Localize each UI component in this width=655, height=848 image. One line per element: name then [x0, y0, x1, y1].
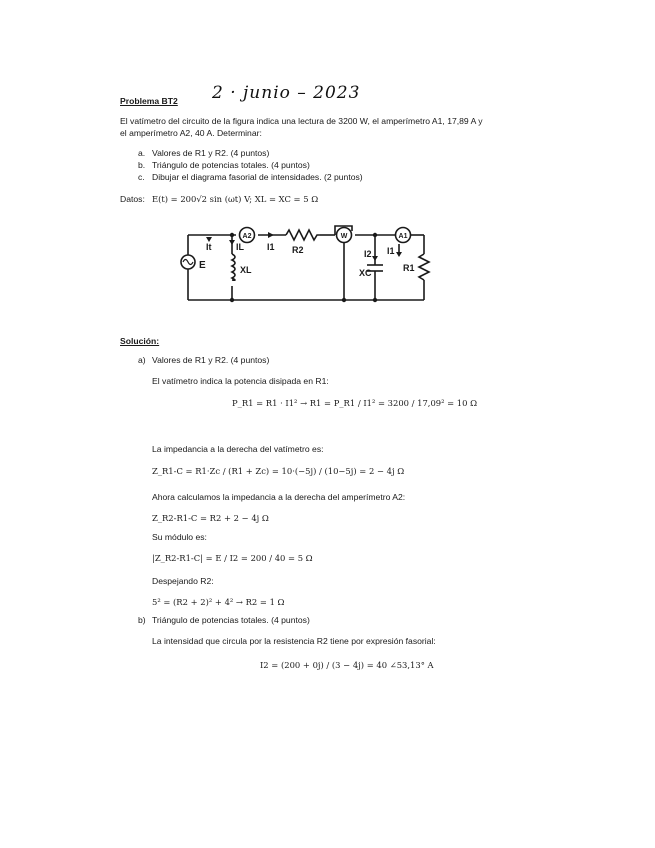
label-xc: XC	[359, 268, 372, 278]
resistor-r1	[419, 254, 429, 280]
arrow-i1	[268, 232, 274, 238]
part-a-text-4: Su módulo es:	[152, 532, 207, 542]
part-a-text-3: Ahora calculamos la impedancia a la derecha del amperímetro A2:	[152, 492, 406, 502]
label-r1: R1	[403, 263, 415, 273]
statement-line-2: el amperímetro A2, 40 A. Determinar:	[120, 128, 262, 138]
node-dot	[230, 233, 234, 237]
part-a-letter: a)	[138, 355, 146, 365]
item-b-text: Triángulo de potencias totales. (4 puntos)	[152, 160, 310, 170]
arrow-ir	[396, 252, 402, 257]
label-ir: I1	[387, 246, 395, 256]
item-c-text: Dibujar el diagrama fasorial de intensidades. (2 puntos)	[152, 172, 363, 182]
ammeter-a2-label: A2	[242, 233, 252, 240]
node-dot	[230, 298, 234, 302]
label-e: E	[199, 260, 206, 271]
inductor-xl	[232, 254, 235, 280]
ammeter-a1-label: A1	[398, 233, 408, 240]
equation-i2-phasor: I2 = (200 + 0j) / (3 − 4j) = 40 ∠53,13° A	[260, 660, 434, 670]
arrow-il	[229, 240, 235, 245]
statement-line-1: El vatímetro del circuito de la figura indica una lectura de 3200 W, el amperímetro A1, 17,89 A y	[120, 116, 483, 126]
arrow-i2	[372, 256, 378, 261]
datos-label: Datos:	[120, 194, 145, 204]
item-c-letter: c.	[138, 172, 145, 182]
node-dot	[342, 298, 346, 302]
node-dot	[373, 298, 377, 302]
item-b-letter: b.	[138, 160, 146, 170]
label-r2: R2	[292, 245, 304, 255]
equation-z-r2-r1-c: Z_R2-R1-C = R2 + 2 − 4j Ω	[152, 513, 269, 523]
part-a-text-2: La impedancia a la derecha del vatímetro es:	[152, 444, 324, 454]
part-a-text-1: El vatímetro indica la potencia disipada en R1:	[152, 376, 329, 386]
item-a-text: Valores de R1 y R2. (4 puntos)	[152, 148, 270, 158]
part-b-letter: b)	[138, 615, 146, 625]
equation-r2: 5² = (R2 + 2)² + 4² → R2 = 1 Ω	[152, 597, 285, 607]
wattmeter-w-label: W	[340, 233, 348, 240]
problem-title: Problema BT2	[120, 96, 178, 106]
solution-title: Solución:	[120, 336, 160, 346]
label-xl: XL	[240, 265, 252, 275]
handwritten-date: 2 · junio – 2023	[212, 83, 361, 103]
label-it: It	[206, 242, 212, 252]
node-dot	[373, 233, 377, 237]
equation-modulus: |Z_R2-R1-C| = E / I2 = 200 / 40 = 5 Ω	[152, 553, 313, 563]
circuit-diagram	[170, 218, 440, 310]
part-b-text-1: La intensidad que circula por la resistencia R2 tiene por expresión fasorial:	[152, 636, 436, 646]
part-a-heading: Valores de R1 y R2. (4 puntos)	[152, 355, 270, 365]
label-i1: I1	[267, 242, 275, 252]
resistor-r2	[286, 230, 320, 240]
equation-r1: P_R1 = R1 · I1² → R1 = P_R1 / I1² = 3200 / 17,09² = 10 Ω	[232, 398, 478, 408]
part-b-heading: Triángulo de potencias totales. (4 puntos)	[152, 615, 310, 625]
datos-value: E(t) = 200√2 sin (ωt) V; XL = XC = 5 Ω	[152, 194, 319, 204]
label-i2: I2	[364, 249, 372, 259]
part-a-text-5: Despejando R2:	[152, 576, 214, 586]
equation-z-r1-c: Z_R1-C = R1·Zc / (R1 + Zc) = 10·(−5j) / (10−5j) = 2 − 4j Ω	[152, 466, 405, 476]
label-il: IL	[236, 242, 244, 252]
item-a-letter: a.	[138, 148, 146, 158]
